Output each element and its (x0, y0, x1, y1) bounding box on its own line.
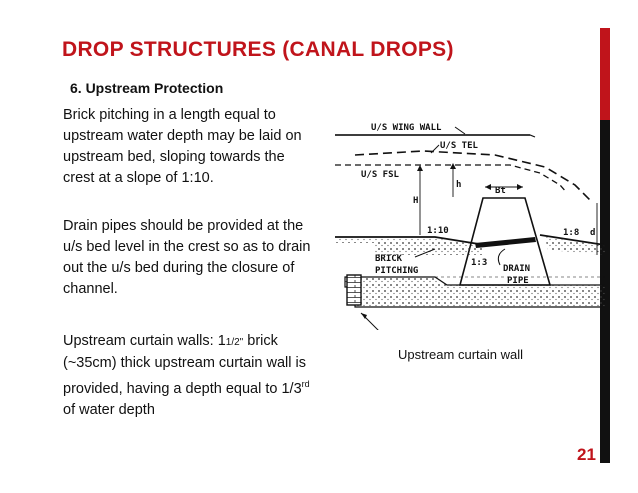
label-slope-1-10: 1:10 (427, 226, 449, 236)
label-H: H (413, 196, 419, 206)
accent-bar-red (600, 28, 610, 120)
curtain-fraction: 1/2" (225, 337, 244, 348)
paragraph-brick-pitching: Brick pitching in a length equal to upstream water depth may be laid on upstream bed, sloping towards the crest at a slope of 1:10. (63, 107, 302, 186)
curtain-text-a: Upstream curtain walls: 1 (63, 333, 226, 349)
section-subheading: 6. Upstream Protection (70, 80, 224, 96)
label-bt: Bt (495, 186, 506, 196)
drop-structure-diagram (335, 115, 605, 330)
label-drain: DRAIN (503, 264, 531, 274)
label-h: h (456, 180, 462, 190)
paragraph-drain-pipes: Drain pipes should be provided at the u/s bed level in the crest so as to drain out the u/s bed during the closure of channel. (63, 218, 311, 297)
slide-title: DROP STRUCTURES (CANAL DROPS) (62, 38, 454, 61)
curtain-text-c: of water depth (63, 401, 155, 418)
label-fsl: U/S FSL (361, 170, 399, 180)
curtain-superscript: rd (301, 379, 310, 389)
label-d: d (590, 228, 596, 238)
label-pipe: PIPE (507, 276, 529, 286)
label-pitching: PITCHING (375, 266, 419, 276)
curtain-wall (347, 275, 361, 305)
label-wing-wall: U/S WING WALL (371, 123, 442, 133)
paragraph-curtain-walls (63, 331, 318, 421)
label-slope-1-3: 1:3 (471, 258, 488, 268)
label-brick: BRICK (375, 254, 403, 264)
label-tel: U/S TEL (440, 141, 478, 151)
label-slope-1-8: 1:8 (563, 228, 580, 238)
page-number: 21 (577, 445, 596, 464)
curtain-text-b: brick (~35cm) thick upstream curtain wall is provided, having a depth equal to 1/3 (63, 333, 306, 397)
diagram-caption: Upstream curtain wall (398, 347, 523, 362)
